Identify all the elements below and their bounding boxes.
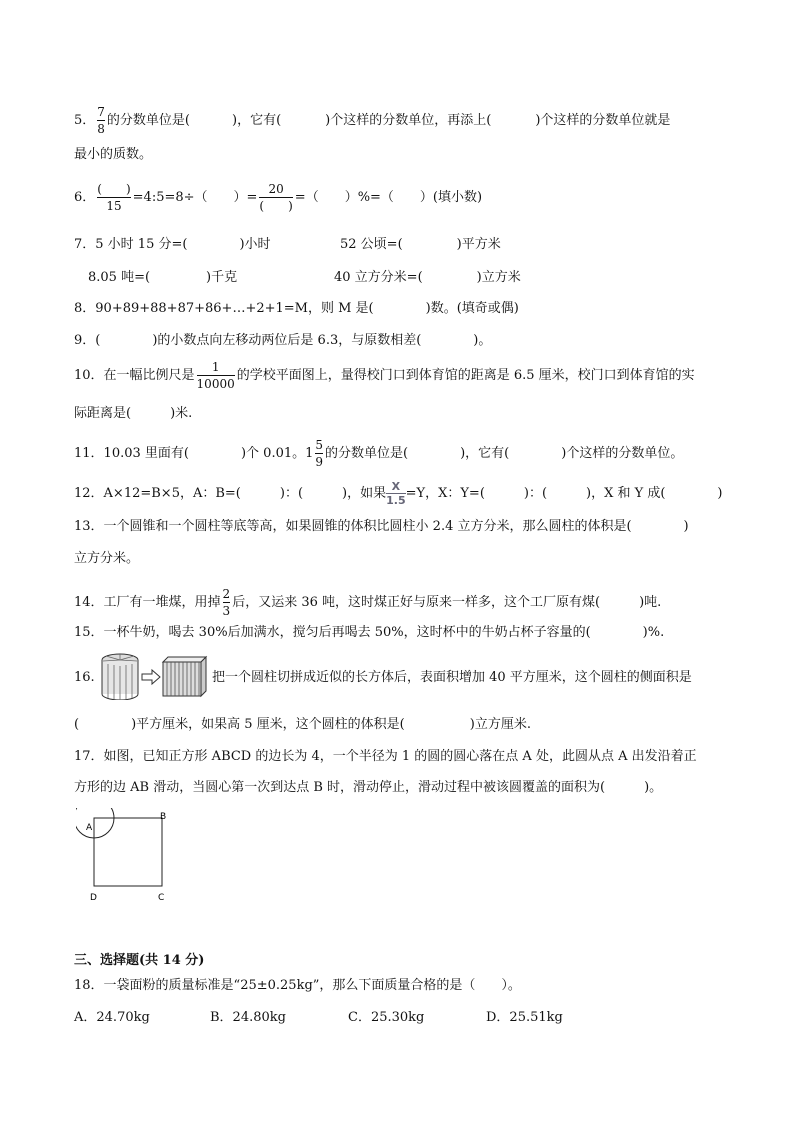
text: )平方米 bbox=[456, 237, 501, 252]
question-number: 6． bbox=[74, 190, 96, 205]
question-10-line2: 际距离是( )米. bbox=[74, 406, 193, 421]
question-11 bbox=[74, 438, 683, 469]
question-7-line1 bbox=[74, 236, 271, 254]
text: 8.05 吨=( bbox=[88, 270, 151, 285]
option-d: D．25.51kg bbox=[486, 1010, 563, 1025]
question-7-line2 bbox=[88, 269, 237, 287]
square-abcd bbox=[94, 818, 162, 886]
text: 14．工厂有一堆煤，用掉 bbox=[74, 595, 221, 610]
arrow-icon bbox=[142, 670, 160, 684]
fraction: $\frac{2}{3}$ bbox=[222, 587, 231, 618]
label-b: B bbox=[160, 812, 167, 822]
circle bbox=[76, 808, 114, 838]
text: =（ ）%=（ ）(填小数) bbox=[294, 190, 483, 205]
question-18: 18．一袋面粉的质量标准是“25±0.25kg”，那么下面质量合格的是（ ）。 bbox=[74, 978, 521, 993]
question-16-line2: ( )平方厘米，如果高 5 厘米，这个圆柱的体积是( )立方厘米. bbox=[74, 717, 531, 732]
label-c: C bbox=[158, 893, 165, 903]
question-14 bbox=[74, 587, 661, 618]
question-13: 13．一个圆锥和一个圆柱等底等高，如果圆锥的体积比圆柱小 2.4 立方分米，那么圆柱的体积是( ) bbox=[74, 519, 689, 534]
label-d: D bbox=[90, 893, 97, 903]
question-13-line2: 立方分米。 bbox=[74, 551, 140, 566]
option-b: B．24.80kg bbox=[210, 1010, 286, 1025]
label-a: A bbox=[86, 823, 93, 833]
square-circle-figure bbox=[76, 808, 176, 904]
question-12 bbox=[74, 481, 722, 506]
section-title: 三、选择题(共 14 分) bbox=[74, 953, 205, 968]
question-16-number: 16. bbox=[74, 670, 95, 685]
option-a: A．24.70kg bbox=[74, 1010, 150, 1025]
text: 40 立方分米=( bbox=[334, 270, 423, 285]
question-16: 把一个圆柱切拼成近似的长方体后，表面积增加 40 平方厘米，这个圆柱的侧面积是 bbox=[212, 670, 692, 685]
text: 10．在一幅比例尺是 bbox=[74, 368, 195, 383]
text: 后，又运来 36 吨，这时煤正好与原来一样多，这个工厂原有煤( )吨. bbox=[232, 595, 662, 610]
question-17: 17．如图，已知正方形 ABCD 的边长为 4，一个半径为 1 的圆的圆心落在点 A 处，此圆从点 A 出发沿着正 bbox=[74, 749, 697, 764]
question-15: 15．一杯牛奶，喝去 30%后加满水，搅匀后再喝去 50%，这时杯中的牛奶占杯子容量的( )%. bbox=[74, 625, 665, 640]
text: =4:5=8÷（ ）= bbox=[132, 190, 258, 205]
text: )个这样的分数单位，再添上( bbox=[325, 113, 492, 128]
text: 的学校平面图上，量得校门口到体育馆的距离是 6.5 厘米，校门口到体育馆的实 bbox=[236, 368, 695, 383]
question-5-line2: 最小的质数。 bbox=[74, 147, 153, 162]
fraction: $\frac{( )}{15}$ bbox=[97, 182, 131, 213]
fraction: $\frac{20}{( )}$ bbox=[259, 182, 293, 213]
text: 12．A×12=B×5，A：B=( )：( )，如果 bbox=[74, 486, 387, 501]
text: )立方米 bbox=[476, 270, 521, 285]
cylinder-to-cuboid-figure bbox=[100, 652, 208, 700]
text: 的分数单位是( )，它有( )个这样的分数单位。 bbox=[325, 446, 684, 461]
question-number: 5． bbox=[74, 113, 96, 128]
question-8: 8．90+89+88+87+86+…+2+1=M，则 M 是( )数。(填奇或偶) bbox=[74, 301, 519, 316]
text: 52 公顷=( bbox=[340, 237, 403, 252]
text: 11．10.03 里面有( )个 0.01。1 bbox=[74, 446, 314, 461]
text: =Y，X：Y=( )：( )，X 和 Y 成( ) bbox=[405, 486, 723, 501]
text: )个这样的分数单位就是 bbox=[535, 113, 671, 128]
question-5 bbox=[74, 105, 670, 136]
question-9: 9．( )的小数点向左移动两位后是 6.3，与原数相差( )。 bbox=[74, 333, 492, 348]
question-7-line1-right bbox=[340, 236, 501, 254]
text: )，它有( bbox=[232, 113, 282, 128]
text: 的分数单位是( bbox=[106, 113, 190, 128]
question-17-line2: 方形的边 AB 滑动，当圆心第一次到达点 B 时，滑动停止，滑动过程中被该圆覆盖的面积为( )。 bbox=[74, 780, 663, 795]
text: )小时 bbox=[239, 237, 271, 252]
text: )千克 bbox=[206, 270, 238, 285]
fraction: $\frac{5}{9}$ bbox=[315, 438, 324, 469]
question-7-line2-right bbox=[334, 269, 521, 287]
fraction: $\frac{7}{8}$ bbox=[97, 105, 105, 136]
fraction-image: $\frac{X}{1.5}$ bbox=[386, 480, 406, 507]
option-c: C．25.30kg bbox=[348, 1010, 425, 1025]
text: 7．5 小时 15 分=( bbox=[74, 237, 188, 252]
fraction: $\frac{1}{10000}$ bbox=[196, 360, 235, 391]
question-10 bbox=[74, 360, 695, 391]
question-6 bbox=[74, 182, 482, 213]
